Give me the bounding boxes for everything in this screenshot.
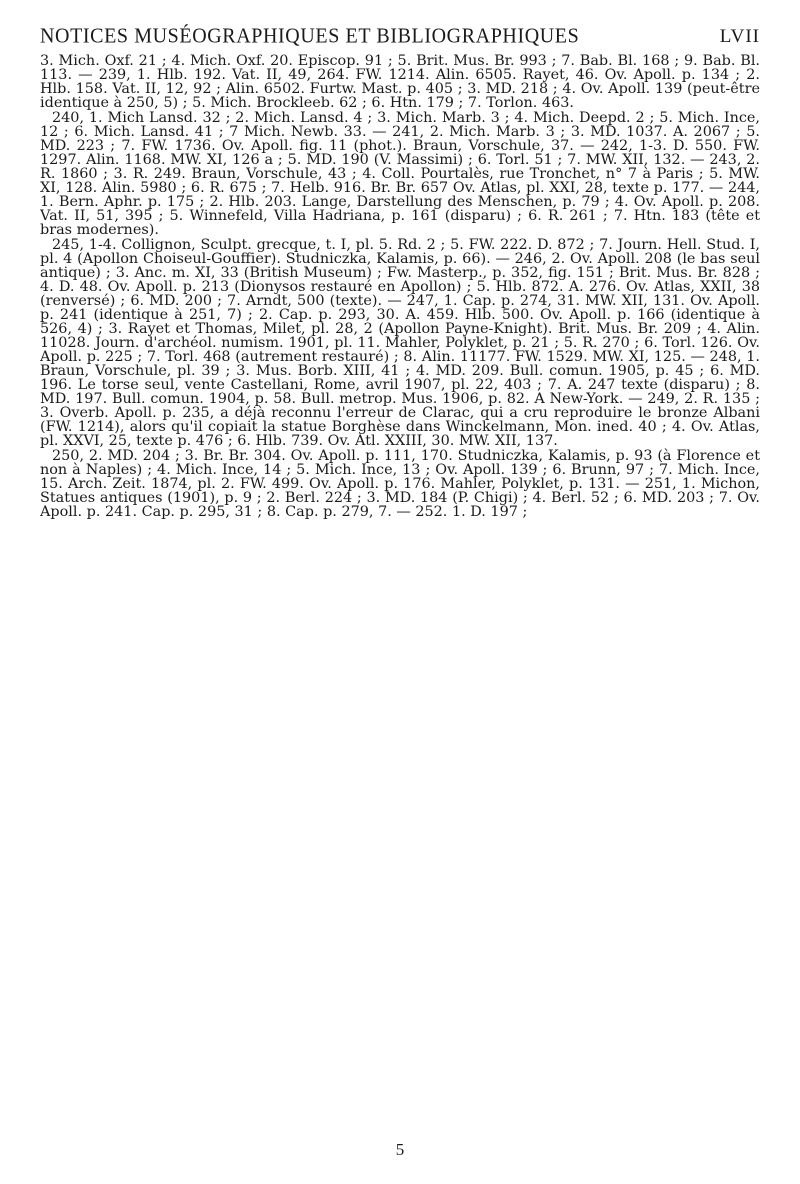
page-number-roman: LVII bbox=[719, 26, 760, 47]
running-title: NOTICES MUSÉOGRAPHIQUES ET BIBLIOGRAPHIQUES bbox=[40, 24, 580, 48]
entry-paragraph: 250, 2. MD. 204 ; 3. Br. Br. 304. Ov. Apoll. p. 111, 170. Studniczka, Kalamis, p. 93 (à Florence et non à Naples) ; 4. Mich. Ince, 14 ; 5. Mich. Ince, 13 ; Ov. Apoll. 139 ; 6. Brunn, 97 ; 7. Mich. Ince, 15. Arch. Zeit. 1874, pl. 2. FW. 499. Ov. Apoll. p. 176. Mahler, Polyklet, p. 131. — 251, 1. Michon, Statues antiques (1901), p. 9 ; 2. Berl. 224 ; 3. MD. 184 (P. Chigi) ; 4. Berl. 52 ; 6. MD. 203 ; 7. Ov. Apoll. p. 241. Cap. p. 295, 31 ; 8. Cap. p. 279, 7. — 252. 1. D. 197 ; bbox=[40, 448, 760, 520]
entry-paragraph: 240, 1. Mich Lansd. 32 ; 2. Mich. Lansd. 4 ; 3. Mich. Marb. 3 ; 4. Mich. Deepd. 2 ; 5. Mich. Ince, 12 ; 6. Mich. Lansd. 41 ; 7 Mich. Newb. 33. — 241, 2. Mich. Marb. 3 ; 3. MD. 1037. A. 2067 ; 5. MD. 223 ; 7. FW. 1736. Ov. Apoll. fig. 11 (phot.). Braun, Vorschule, 37. — 242, 1-3. D. 550. FW. 1297. Alin. 1168. MW. XI, 126 a ; 5. MD. 190 (V. Massimi) ; 6. Torl. 51 ; 7. MW. XII, 132. — 243, 2. R. 1860 ; 3. R. 249. Braun, Vorschule, 43 ; 4. Coll. Pourtalès, rue Tronchet, n° 7 à Paris ; 5. MW. XI, 128. Alin. 5980 ; 6. R. 675 ; 7. Helb. 916. Br. Br. 657 Ov. Atlas, pl. XXI, 28, texte p. 177. — 244, 1. Bern. Aphr. p. 175 ; 2. Hlb. 203. Lange, Darstellung des Menschen, p. 79 ; 4. Ov. Apoll. p. 208. Vat. II, 51, 395 ; 5. Winnefeld, Villa Hadriana, p. 161 (disparu) ; 6. R. 261 ; 7. Htn. 183 (tête et bras modernes). bbox=[40, 110, 760, 238]
page-number: 5 bbox=[395, 1140, 405, 1159]
page-footer bbox=[0, 1140, 800, 1160]
entry-paragraph: 245, 1-4. Collignon, Sculpt. grecque, t. I, pl. 5. Rd. 2 ; 5. FW. 222. D. 872 ; 7. Journ. Hell. Stud. I, pl. 4 (Apollon Choiseul-Gouffier). Studniczka, Kalamis, p. 66). — 246, 2. Ov. Apoll. 208 (le bas seul antique) ; 3. Anc. m. XI, 33 (British Museum) ; Fw. Masterp., p. 352, fig. 151 ; Brit. Mus. Br. 828 ; 4. D. 48. Ov. Apoll. p. 213 (Dionysos restauré en Apollon) ; 5. Hlb. 872. A. 276. Ov. Atlas, XXII, 38 (renversé) ; 6. MD. 200 ; 7. Arndt, 500 (texte). — 247, 1. Cap. p. 274, 31. MW. XII, 131. Ov. Apoll. p. 241 (identique à 251, 7) ; 2. Cap. p. 293, 30. A. 459. Hlb. 500. Ov. Apoll. p. 166 (identique à 526, 4) ; 3. Rayet et Thomas, Milet, pl. 28, 2 (Apollon Payne-Knight). Brit. Mus. Br. 209 ; 4. Alin. 11028. Journ. d'archéol. numism. 1901, pl. 11. Mahler, Polyklet, p. 21 ; 5. R. 270 ; 6. Torl. 126. Ov. Apoll. p. 225 ; 7. Torl. 468 (autrement restauré) ; 8. Alin. 11177. FW. 1529. MW. XI, 125. — 248, 1. Braun, Vorschule, pl. 39 ; 3. Mus. Borb. XIII, 41 ; 4. MD. 209. Bull. comun. 1905, p. 45 ; 6. MD. 196. Le torse seul, vente Castellani, Rome, avril 1907, pl. 22, 403 ; 7. A. 247 texte (disparu) ; 8. MD. 197. Bull. comun. 1904, p. 58. Bull. metrop. Mus. 1906, p. 82. A New-York. — 249, 2. R. 135 ; 3. Overb. Apoll. p. 235, a déjà reconnu l'erreur de Clarac, qui a cru reproduire le bronze Albani (FW. 1214), alors qu'il copiait la statue Borghèse dans Winckelmann, Mon. ined. 40 ; 4. Ov. Atlas, pl. XXVI, 25, texte p. 476 ; 6. Hlb. 739. Ov. Atl. XXIII, 30. MW. XII, 137. bbox=[40, 237, 760, 449]
entry-paragraph: 3. Mich. Oxf. 21 ; 4. Mich. Oxf. 20. Episcop. 91 ; 5. Brit. Mus. Br. 993 ; 7. Bab. Bl. 168 ; 9. Bab. Bl. 113. — 239, 1. Hlb. 192. Vat. II, 49, 264. FW. 1214. Alin. 6505. Rayet, 46. Ov. Apoll. p. 134 ; 2. Hlb. 158. Vat. II, 12, 92 ; Alin. 6502. Furtw. Mast. p. 405 ; 3. MD. 218 ; 4. Ov. Apoll. 139 (peut-être identique à 250, 5) ; 5. Mich. Brockleeb. 62 ; 6. Htn. 179 ; 7. Torlon. 463. bbox=[40, 54, 760, 111]
page-header bbox=[40, 8, 760, 48]
text-body bbox=[40, 54, 760, 1094]
